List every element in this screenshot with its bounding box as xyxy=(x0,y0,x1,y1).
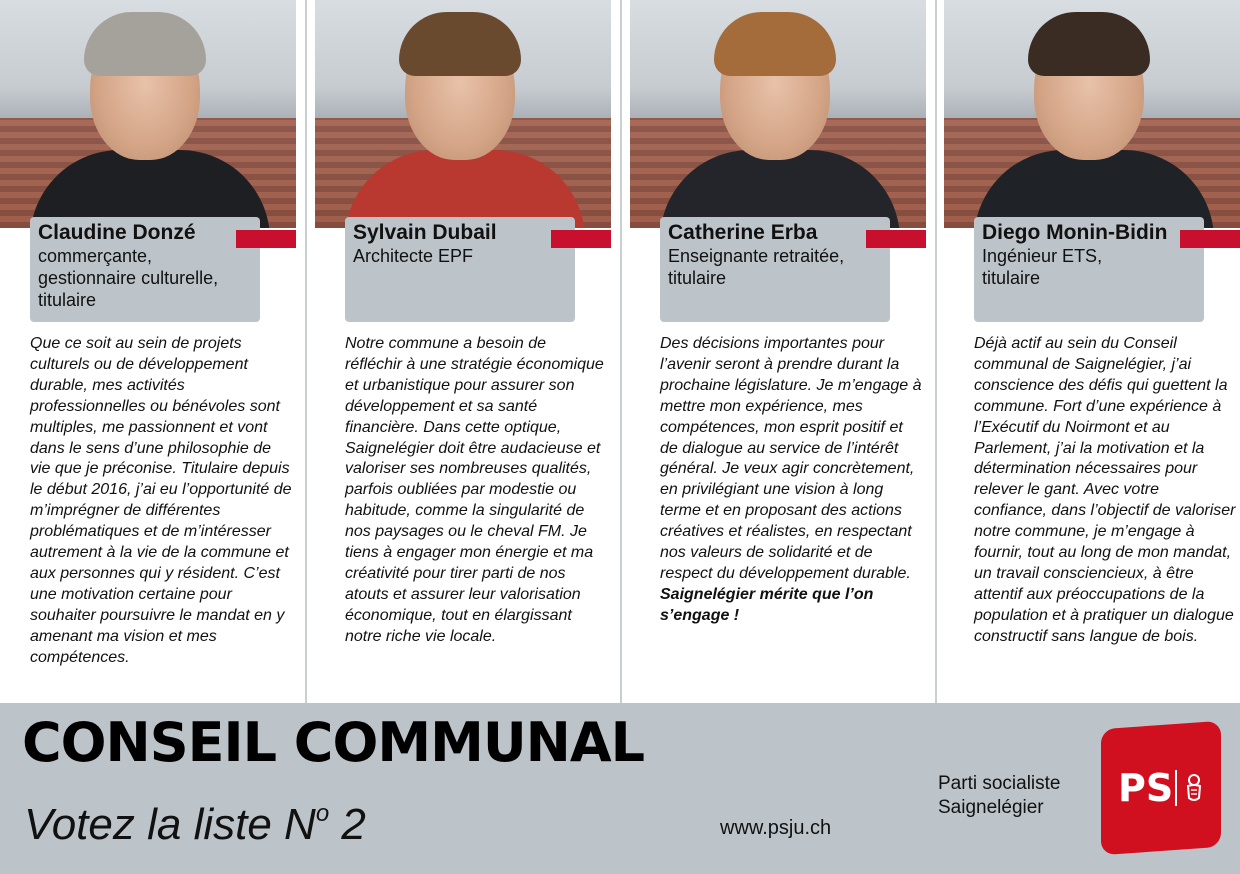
rose-fist-icon xyxy=(1182,772,1206,804)
slogan-text: Votez la liste N xyxy=(24,800,316,849)
party-line-1: Parti socialiste xyxy=(938,773,1061,794)
candidate-photo xyxy=(0,0,296,228)
candidate-name: Catherine Erba xyxy=(668,221,818,244)
candidate-card-1 xyxy=(0,0,300,703)
statement-bold-text: Saignelégier mérite que l’on s’engage ! xyxy=(660,585,874,624)
candidate-namebox xyxy=(30,217,260,322)
candidate-statement xyxy=(974,334,1236,648)
candidate-role: Ingénieur ETS, titulaire xyxy=(982,246,1103,288)
column-divider xyxy=(620,0,622,703)
candidate-statement xyxy=(660,334,922,627)
candidate-photo xyxy=(944,0,1240,228)
candidate-card-4 xyxy=(944,0,1240,703)
ps-logo-text: PS xyxy=(1118,766,1174,810)
candidate-photo xyxy=(630,0,926,228)
candidate-name: Sylvain Dubail xyxy=(353,221,497,244)
candidate-role: commerçante, gestionnaire culturelle, titulaire xyxy=(38,246,219,310)
website-link[interactable]: www.psju.ch xyxy=(720,817,832,839)
statement-text: Que ce soit au sein de projets culturels ou de développement durable, mes activités professionnelles ou bénévoles sont multiples, me passionnent et vont dans le sens d’une philosophie de vie que je préconise. Titulaire depuis le début 2016, j’ai eu l’opportunité de m’imprégner de différentes problématiques et de m’intéresser autrement à la vie de la commune et aux personnes qui y résident. C’est une motivation certaine pour souhaiter poursuivre le mandat en y amenant ma vision et mes compétences. xyxy=(30,335,292,666)
candidate-name: Claudine Donzé xyxy=(38,221,196,244)
footer-headline: CONSEIL COMMUNAL xyxy=(22,711,645,774)
candidate-card-3 xyxy=(630,0,930,703)
footer-slogan xyxy=(24,786,366,853)
slogan-superscript: o xyxy=(315,800,330,827)
candidate-statement xyxy=(345,334,607,648)
column-divider xyxy=(305,0,307,703)
candidate-name: Diego Monin-Bidin xyxy=(982,221,1168,244)
statement-text: Des décisions importantes pour l’avenir seront à prendre durant la prochaine législature. Je m’engage à mettre mon expérience, mes compétences, mon esprit positif et de dialogue au service de l’intérêt général. Je veux agir concrètement, en privilégiant une vision à long terme et en proposant des actions créatives et réalistes, en respectant nos valeurs de solidarité et de respect du développement durable. xyxy=(660,335,922,582)
accent-bar xyxy=(866,230,926,248)
accent-bar xyxy=(236,230,296,248)
party-name xyxy=(938,772,1061,820)
statement-text: Déjà actif au sein du Conseil communal de Saignelégier, j’ai conscience des défis qui guettent la commune. Fort d’une expérience à l’Exécutif du Noirmont et au Parlement, j’ai la motivation et la détermination nécessaires pour relever le gant. Avec votre confiance, dans l’objectif de valoriser notre commune, je m’engage à fournir, tout au long de mon mandat, un travail consciencieux, à être attentif aux préoccupations de la population et à pratiquer un dialogue constructif sans langue de bois. xyxy=(974,335,1236,645)
logo-separator xyxy=(1175,770,1177,806)
candidate-role: Architecte EPF xyxy=(353,246,474,266)
accent-bar xyxy=(551,230,611,248)
figure-hair xyxy=(1028,12,1150,76)
candidate-photo xyxy=(315,0,611,228)
candidate-card-2 xyxy=(315,0,615,703)
column-divider xyxy=(935,0,937,703)
candidate-namebox xyxy=(660,217,890,322)
candidate-namebox xyxy=(345,217,575,322)
accent-bar xyxy=(1180,230,1240,248)
candidate-statement xyxy=(30,334,292,669)
party-line-2: Saignelégier xyxy=(938,797,1044,818)
candidate-role: Enseignante retraitée, titulaire xyxy=(668,246,845,288)
figure-hair xyxy=(399,12,521,76)
slogan-number: 2 xyxy=(329,800,366,849)
figure-hair xyxy=(714,12,836,76)
candidate-namebox xyxy=(974,217,1204,322)
figure-hair xyxy=(84,12,206,76)
statement-text: Notre commune a besoin de réfléchir à une stratégie économique et urbanistique pour assurer son développement et sa santé financière. Dans cette optique, Saignelégier doit être audacieuse et valoriser ses nombreuses qualités, parfois oubliées par modestie ou habitude, comme la singularité de nos paysages ou le cheval FM. Je tiens à engager mon énergie et ma créativité pour tirer parti de nos atouts et assurer leur valorisation économique, tout en élargissant notre riche vie locale. xyxy=(345,335,604,645)
